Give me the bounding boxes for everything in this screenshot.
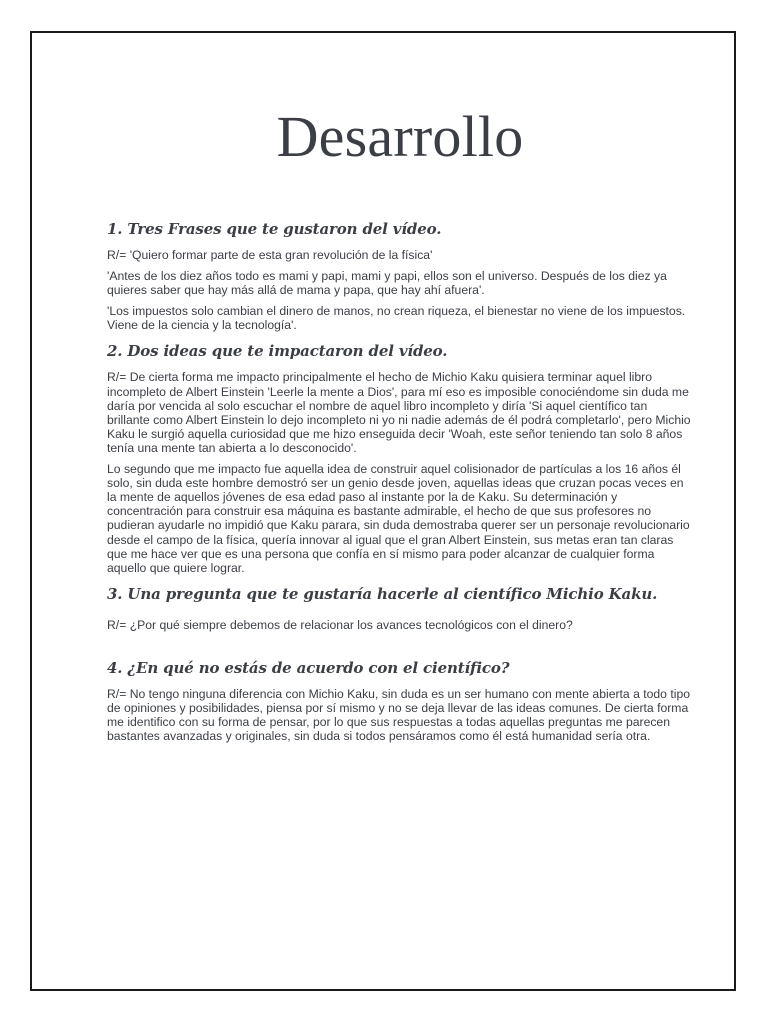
paragraph: R/= De cierta forma me impacto principalmente el hecho de Michio Kaku quisiera terminar aquel libro incompleto de Albert Einstein 'Leerle la mente a Dios', para mí eso es imposible conociéndome sin duda me daría por vencida al solo escuchar el nombre de aquel libro incompleto y diría 'Si aquel científico tan brillante como Albert Einstein lo dejo incompleto ni yo ni nadie además de él podrá completarlo', pero Michio Kaku le surgió aquella curiosidad que me hizo enseguida decir 'Woah, este señor teniendo tan solo 8 años tenía una mente tan abierta a lo desconocido'. <box>107 370 691 455</box>
page-title: Desarrollo <box>276 104 524 169</box>
section-pregunta <box>107 584 693 632</box>
document-page <box>30 31 736 991</box>
section-ideas <box>107 341 693 574</box>
paragraph: 'Antes de los diez años todo es mami y papi, mami y papi, ellos son el universo. Después de los diez ya quieres saber que hay más allá de mama y papa, que hay ahí afuera'. <box>107 269 667 298</box>
paragraph: 'Los impuestos solo cambian el dinero de manos, no crean riqueza, el bienestar no viene de los impuestos. Viene de la ciencia y la tecnología'. <box>107 304 686 333</box>
section-heading: 4. ¿En qué no estás de acuerdo con el científico? <box>107 658 510 677</box>
section-frases <box>107 219 693 332</box>
paragraph: Lo segundo que me impacto fue aquella idea de construir aquel colisionador de partículas a los 16 años él solo, sin duda este hombre demostró ser un genio desde joven, aquellas ideas que cruzan pocas veces en la mente de aquellos jóvenes de esa edad paso al instante por la de Kaku. Su determinación y concentración para construir esa máquina es bastante admirable, el hecho de que sus profesores no pudieran ayudarle no impidió que Kaku parara, sin duda demostraba querer ser un personaje revolucionario desde el campo de la física, quería innovar al igual que el gran Albert Einstein, sus metas eran tan claras que me hace ver que es una persona que confía en sí mismo para poder alcanzar de cualquier forma aquello que quiere lograr. <box>107 462 690 575</box>
document-content <box>107 99 693 750</box>
section-heading: 3. Una pregunta que te gustaría hacerle al científico Michio Kaku. <box>107 584 658 603</box>
paragraph: R/= ¿Por qué siempre debemos de relacionar los avances tecnológicos con el dinero? <box>107 617 573 632</box>
section-heading: 1. Tres Frases que te gustaron del vídeo. <box>107 220 442 238</box>
paragraph: R/= 'Quiero formar parte de esta gran revolución de la física' <box>107 248 433 262</box>
section-desacuerdo <box>107 658 693 743</box>
paragraph: R/= No tengo ninguna diferencia con Michio Kaku, sin duda es un ser humano con mente abierta a todo tipo de opiniones y posibilidades, piensa por sí mismo y no se deja llevar de las ideas comunes. De cierta forma me identifico con su forma de pensar, por lo que sus respuestas a todas aquellas preguntas me parecen bastantes avanzadas y originales, sin duda si todos pensáramos como él está humanidad sería otra. <box>107 686 691 744</box>
section-heading: 2. Dos ideas que te impactaron del vídeo. <box>107 342 448 361</box>
